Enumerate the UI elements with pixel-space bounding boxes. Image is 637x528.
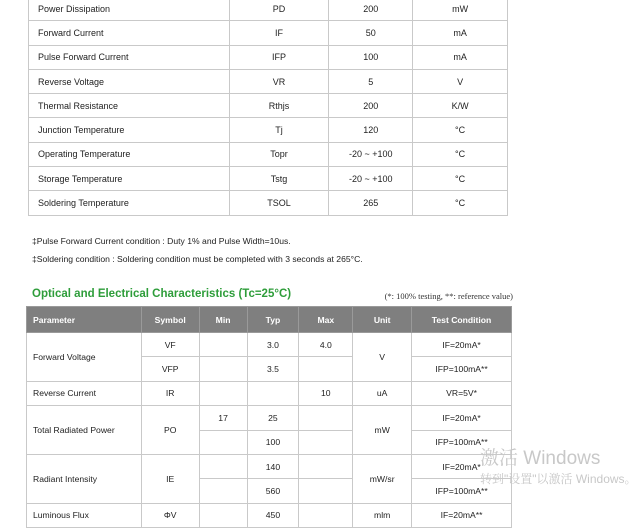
soldering-note: ‡Soldering condition : Soldering condition must be completed with 3 seconds at 265°C. [32, 254, 363, 264]
cell-parameter: Soldering Temperature [29, 191, 230, 215]
cell-symbol: ΦV [141, 503, 199, 527]
cell-value: 120 [329, 118, 413, 142]
cell-min [199, 454, 247, 478]
cell-typ: 560 [247, 479, 299, 503]
absolute-ratings-table [28, 0, 508, 216]
cell-min [199, 503, 247, 527]
cell-condition: IF=20mA* [412, 454, 512, 478]
col-header-min: Min [199, 307, 247, 333]
cell-min [199, 381, 247, 405]
table-row [29, 118, 508, 142]
cell-condition: IFP=100mA** [412, 357, 512, 381]
table-row [27, 503, 512, 527]
table-row [29, 167, 508, 191]
cell-unit: mW [413, 0, 508, 21]
cell-unit: V [413, 69, 508, 93]
cell-symbol: Tstg [229, 167, 329, 191]
cell-unit: mA [413, 21, 508, 45]
table-row [27, 406, 512, 430]
cell-symbol: Topr [229, 142, 329, 166]
param-reverse-current: Reverse Current [27, 381, 142, 405]
cell-parameter: Operating Temperature [29, 142, 230, 166]
cell-value: 200 [329, 94, 413, 118]
cell-typ [247, 381, 299, 405]
cell-unit: mA [413, 45, 508, 69]
param-radiant-intensity: Radiant Intensity [27, 454, 142, 503]
section-title: Optical and Electrical Characteristics (Tc=25°C) [32, 288, 292, 300]
watermark-title: 激活 Windows [480, 448, 601, 469]
cell-max [299, 430, 353, 454]
cell-value: -20 ~ +100 [329, 142, 413, 166]
col-header-unit: Unit [353, 307, 412, 333]
cell-unit: °C [413, 142, 508, 166]
cell-unit: K/W [413, 94, 508, 118]
table-row [29, 191, 508, 215]
cell-value: 100 [329, 45, 413, 69]
param-total-radiated-power: Total Radiated Power [27, 406, 142, 455]
cell-max [299, 454, 353, 478]
cell-max: 4.0 [299, 333, 353, 357]
cell-parameter: Thermal Resistance [29, 94, 230, 118]
cell-max [299, 479, 353, 503]
table-row [29, 94, 508, 118]
cell-max [299, 503, 353, 527]
cell-unit: V [353, 333, 412, 382]
cell-min [199, 430, 247, 454]
cell-symbol: IF [229, 21, 329, 45]
cell-symbol: VR [229, 69, 329, 93]
watermark-subtitle: 转到"设置"以激活 Windows。 [480, 472, 637, 486]
cell-unit: mW/sr [353, 454, 412, 503]
cell-symbol: IE [141, 454, 199, 503]
cell-condition: IF=20mA** [412, 503, 512, 527]
col-header-symbol: Symbol [141, 307, 199, 333]
cell-parameter: Pulse Forward Current [29, 45, 230, 69]
cell-symbol: Rthjs [229, 94, 329, 118]
table-row [27, 381, 512, 405]
cell-min [199, 479, 247, 503]
testing-legend: (*: 100% testing, **: reference value) [384, 291, 513, 301]
cell-max [299, 406, 353, 430]
table-row [29, 45, 508, 69]
col-header-test-condition: Test Condition [412, 307, 512, 333]
cell-unit: mW [353, 406, 412, 455]
table-row [29, 142, 508, 166]
cell-value: 200 [329, 0, 413, 21]
cell-min: 17 [199, 406, 247, 430]
pulse-current-note: ‡Pulse Forward Current condition : Duty 1% and Pulse Width=10us. [32, 236, 291, 246]
cell-condition: IF=20mA* [412, 333, 512, 357]
cell-max: 10 [299, 381, 353, 405]
cell-max [299, 357, 353, 381]
cell-symbol: VFP [141, 357, 199, 381]
table-row [27, 454, 512, 478]
table-row [27, 333, 512, 357]
cell-typ: 3.5 [247, 357, 299, 381]
optical-characteristics-table [26, 306, 512, 528]
cell-symbol: VF [141, 333, 199, 357]
cell-min [199, 357, 247, 381]
cell-typ: 100 [247, 430, 299, 454]
cell-unit: uA [353, 381, 412, 405]
cell-parameter: Power Dissipation [29, 0, 230, 21]
cell-symbol: TSOL [229, 191, 329, 215]
header-row [27, 307, 512, 333]
col-header-max: Max [299, 307, 353, 333]
col-header-typ: Typ [247, 307, 299, 333]
cell-unit: °C [413, 118, 508, 142]
param-forward-voltage: Forward Voltage [27, 333, 142, 382]
cell-symbol: PO [141, 406, 199, 455]
cell-symbol: IFP [229, 45, 329, 69]
cell-typ: 140 [247, 454, 299, 478]
cell-parameter: Junction Temperature [29, 118, 230, 142]
cell-typ: 3.0 [247, 333, 299, 357]
cell-symbol: IR [141, 381, 199, 405]
cell-typ: 450 [247, 503, 299, 527]
cell-value: 50 [329, 21, 413, 45]
table-row [29, 21, 508, 45]
cell-value: 5 [329, 69, 413, 93]
cell-symbol: Tj [229, 118, 329, 142]
cell-condition: IFP=100mA** [412, 479, 512, 503]
cell-min [199, 333, 247, 357]
cell-parameter: Reverse Voltage [29, 69, 230, 93]
cell-parameter: Storage Temperature [29, 167, 230, 191]
table-row [29, 0, 508, 21]
cell-value: -20 ~ +100 [329, 167, 413, 191]
table-row [29, 69, 508, 93]
cell-unit: mlm [353, 503, 412, 527]
cell-unit: °C [413, 191, 508, 215]
cell-unit: °C [413, 167, 508, 191]
param-luminous-flux: Luminous Flux [27, 503, 142, 527]
cell-parameter: Forward Current [29, 21, 230, 45]
cell-typ: 25 [247, 406, 299, 430]
cell-condition: IFP=100mA** [412, 430, 512, 454]
cell-symbol: PD [229, 0, 329, 21]
cell-value: 265 [329, 191, 413, 215]
cell-condition: IF=20mA* [412, 406, 512, 430]
col-header-parameter: Parameter [27, 307, 142, 333]
cell-condition: VR=5V* [412, 381, 512, 405]
